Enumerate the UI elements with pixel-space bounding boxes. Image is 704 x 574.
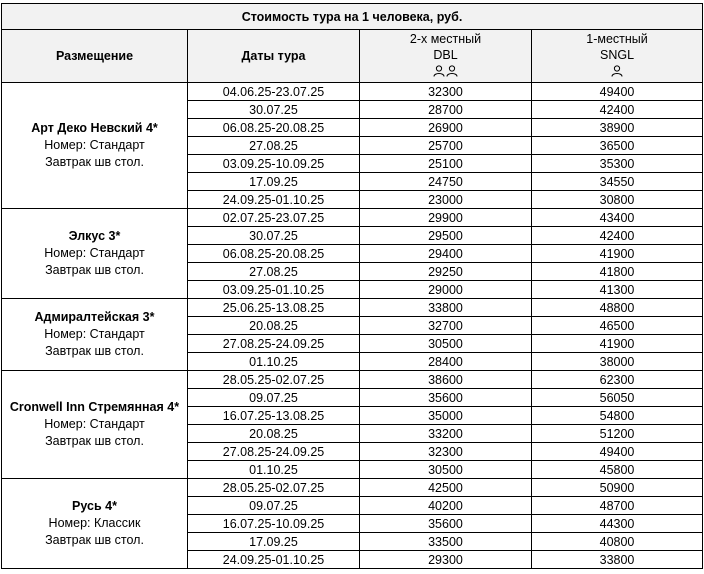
dbl-header-line1: 2-х местный [409, 32, 482, 46]
dbl-price-cell: 30500 [360, 335, 532, 353]
sngl-price-cell: 42400 [532, 101, 703, 119]
dates-cell: 30.07.25 [188, 227, 360, 245]
sngl-price-cell: 46500 [532, 317, 703, 335]
dates-cell: 17.09.25 [188, 533, 360, 551]
dates-cell: 03.09.25-01.10.25 [188, 281, 360, 299]
dates-cell: 06.08.25-20.08.25 [188, 119, 360, 137]
sngl-price-cell: 35300 [532, 155, 703, 173]
dbl-price-cell: 35600 [360, 389, 532, 407]
sngl-price-cell: 30800 [532, 191, 703, 209]
dbl-price-cell: 29400 [360, 245, 532, 263]
dbl-price-cell: 32700 [360, 317, 532, 335]
dbl-price-cell: 29500 [360, 227, 532, 245]
hotel-name: Русь 4* [72, 499, 117, 513]
room-type: Номер: Стандарт [44, 417, 145, 431]
room-type: Номер: Стандарт [44, 246, 145, 260]
dates-header: Даты тура [188, 30, 360, 83]
dates-cell: 03.09.25-10.09.25 [188, 155, 360, 173]
dbl-price-cell: 33800 [360, 299, 532, 317]
dates-cell: 24.09.25-01.10.25 [188, 551, 360, 569]
sngl-price-cell: 38900 [532, 119, 703, 137]
two-persons-icon [433, 65, 458, 77]
hotel-cell [2, 83, 188, 209]
dates-cell: 16.07.25-10.09.25 [188, 515, 360, 533]
dates-cell: 20.08.25 [188, 317, 360, 335]
sngl-price-cell: 50900 [532, 479, 703, 497]
dates-cell: 01.10.25 [188, 353, 360, 371]
placement-header: Размещение [2, 30, 188, 83]
sngl-price-cell: 41800 [532, 263, 703, 281]
dbl-price-cell: 28700 [360, 101, 532, 119]
price-table [1, 3, 703, 569]
dates-cell: 24.09.25-01.10.25 [188, 191, 360, 209]
dbl-price-cell: 40200 [360, 497, 532, 515]
sngl-price-cell: 51200 [532, 425, 703, 443]
dates-cell: 27.08.25-24.09.25 [188, 335, 360, 353]
dates-cell: 09.07.25 [188, 497, 360, 515]
dates-cell: 28.05.25-02.07.25 [188, 479, 360, 497]
sngl-price-cell: 43400 [532, 209, 703, 227]
hotel-cell [2, 299, 188, 371]
room-type: Номер: Стандарт [44, 138, 145, 152]
sngl-price-cell: 42400 [532, 227, 703, 245]
sngl-price-cell: 49400 [532, 83, 703, 101]
sngl-price-cell: 48700 [532, 497, 703, 515]
dates-cell: 04.06.25-23.07.25 [188, 83, 360, 101]
sngl-price-cell: 41900 [532, 335, 703, 353]
dbl-price-cell: 29900 [360, 209, 532, 227]
dbl-price-cell: 25700 [360, 137, 532, 155]
room-type: Номер: Стандарт [44, 327, 145, 341]
dbl-price-cell: 29300 [360, 551, 532, 569]
dates-cell: 27.08.25 [188, 263, 360, 281]
hotel-cell [2, 371, 188, 479]
dates-cell: 02.07.25-23.07.25 [188, 209, 360, 227]
dbl-price-cell: 24750 [360, 173, 532, 191]
sngl-price-cell: 62300 [532, 371, 703, 389]
dbl-header-line2: DBL [433, 48, 458, 62]
dbl-price-cell: 33200 [360, 425, 532, 443]
sngl-price-cell: 41900 [532, 245, 703, 263]
hotel-name: Арт Деко Невский 4* [31, 121, 158, 135]
table-row [2, 371, 703, 389]
table-row [2, 479, 703, 497]
sngl-price-cell: 40800 [532, 533, 703, 551]
dates-cell: 27.08.25 [188, 137, 360, 155]
table-body [2, 83, 703, 569]
meal-plan: Завтрак шв стол. [45, 155, 144, 169]
dbl-price-cell: 33500 [360, 533, 532, 551]
dbl-price-cell: 32300 [360, 83, 532, 101]
dbl-price-cell: 38600 [360, 371, 532, 389]
sngl-price-cell: 34550 [532, 173, 703, 191]
dbl-price-cell: 35600 [360, 515, 532, 533]
sngl-price-cell: 48800 [532, 299, 703, 317]
hotel-name: Элкус 3* [68, 229, 121, 243]
dbl-price-cell: 42500 [360, 479, 532, 497]
meal-plan: Завтрак шв стол. [45, 263, 144, 277]
dbl-header [360, 30, 532, 83]
sngl-price-cell: 45800 [532, 461, 703, 479]
sngl-price-cell: 38000 [532, 353, 703, 371]
dates-cell: 09.07.25 [188, 389, 360, 407]
dates-cell: 30.07.25 [188, 101, 360, 119]
dbl-price-cell: 29250 [360, 263, 532, 281]
dbl-price-cell: 25100 [360, 155, 532, 173]
dbl-price-cell: 35000 [360, 407, 532, 425]
table-title: Стоимость тура на 1 человека, руб. [2, 4, 703, 30]
hotel-cell [2, 479, 188, 569]
meal-plan: Завтрак шв стол. [45, 344, 144, 358]
hotel-cell [2, 209, 188, 299]
table-row [2, 209, 703, 227]
sngl-price-cell: 44300 [532, 515, 703, 533]
dbl-price-cell: 23000 [360, 191, 532, 209]
dbl-price-cell: 30500 [360, 461, 532, 479]
hotel-name: Адмиралтейская 3* [34, 310, 155, 324]
dates-cell: 28.05.25-02.07.25 [188, 371, 360, 389]
table-row [2, 83, 703, 101]
sngl-price-cell: 41300 [532, 281, 703, 299]
table-row [2, 299, 703, 317]
sngl-price-cell: 49400 [532, 443, 703, 461]
dates-cell: 06.08.25-20.08.25 [188, 245, 360, 263]
dbl-price-cell: 28400 [360, 353, 532, 371]
hotel-name: Cronwell Inn Стремянная 4* [9, 400, 180, 414]
dates-cell: 20.08.25 [188, 425, 360, 443]
sngl-price-cell: 36500 [532, 137, 703, 155]
person-icon [611, 65, 623, 77]
sngl-price-cell: 33800 [532, 551, 703, 569]
dbl-price-cell: 26900 [360, 119, 532, 137]
dbl-price-cell: 29000 [360, 281, 532, 299]
room-type: Номер: Классик [48, 516, 141, 530]
dates-cell: 17.09.25 [188, 173, 360, 191]
sngl-header [532, 30, 703, 83]
dbl-price-cell: 32300 [360, 443, 532, 461]
sngl-price-cell: 56050 [532, 389, 703, 407]
sngl-header-line2: SNGL [599, 48, 635, 62]
dates-cell: 01.10.25 [188, 461, 360, 479]
meal-plan: Завтрак шв стол. [45, 434, 144, 448]
dates-cell: 16.07.25-13.08.25 [188, 407, 360, 425]
meal-plan: Завтрак шв стол. [45, 533, 144, 547]
sngl-price-cell: 54800 [532, 407, 703, 425]
sngl-header-line1: 1-местный [586, 32, 648, 46]
dates-cell: 27.08.25-24.09.25 [188, 443, 360, 461]
dates-cell: 25.06.25-13.08.25 [188, 299, 360, 317]
